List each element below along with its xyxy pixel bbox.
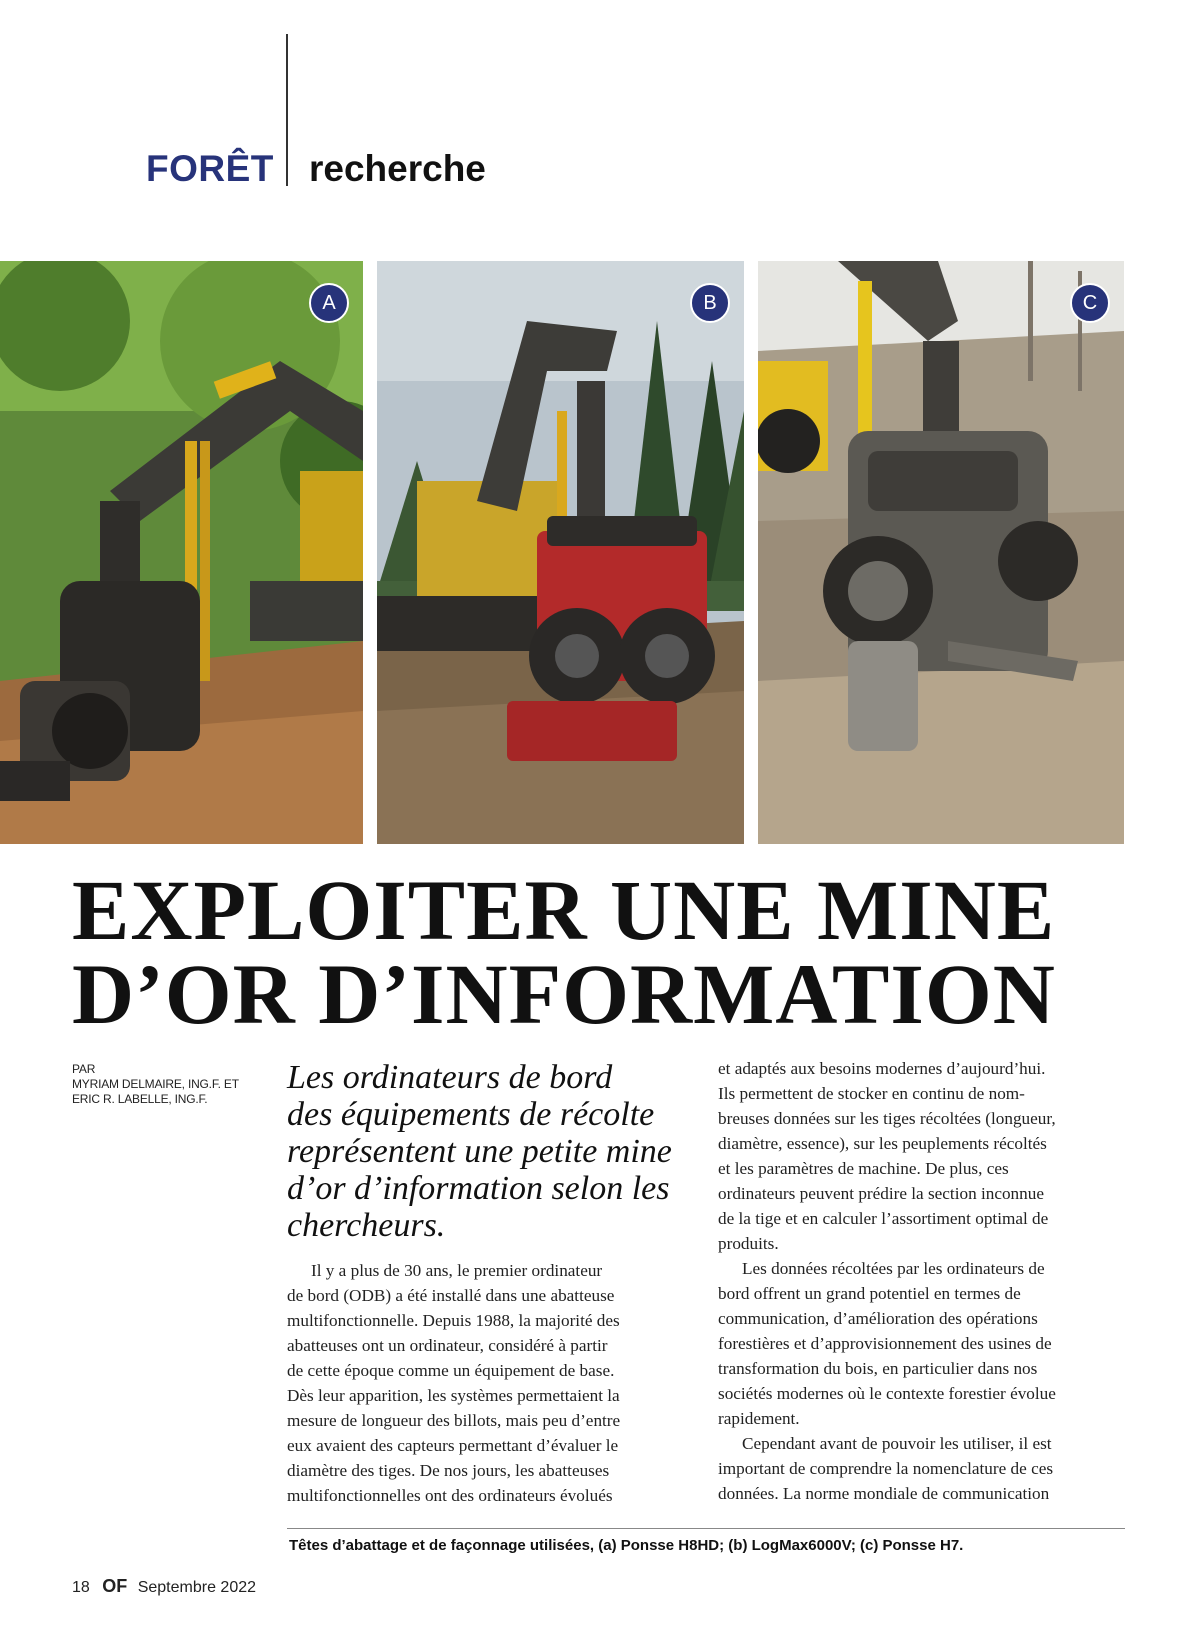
body-line: abatteuses ont un ordinateur, considéré à partir <box>287 1336 608 1355</box>
caption-divider <box>287 1528 1125 1529</box>
lead-line: Les ordinateurs de bord <box>287 1059 613 1096</box>
article-title-line: EXPLOITER UNE MINE <box>72 862 1056 958</box>
byline-line: PAR <box>72 1062 96 1076</box>
photo-label-badge: A <box>309 283 349 323</box>
article-title <box>72 862 1152 1042</box>
article-title-line: D’OR D’INFORMATION <box>72 946 1056 1042</box>
lead-line: chercheurs. <box>287 1207 446 1244</box>
body-line: Ils permettent de stocker en continu de nom- <box>718 1084 1025 1103</box>
lead-line: des équipements de récolte <box>287 1096 655 1133</box>
body-line: bord offrent un grand potentiel en termes de <box>718 1284 1021 1303</box>
body-column-2 <box>718 1056 1128 1506</box>
page-number: 18 <box>72 1579 90 1596</box>
body-line: de bord (ODB) a été installé dans une abatteuse <box>287 1286 615 1305</box>
body-line: Les données récoltées par les ordinateurs de <box>742 1259 1045 1278</box>
body-line: breuses données sur les tiges récoltées (longueur, <box>718 1109 1056 1128</box>
body-line: ordinateurs peuvent prédire la section inconnue <box>718 1184 1044 1203</box>
magazine-name: OF <box>102 1576 128 1596</box>
byline <box>72 1062 239 1107</box>
page-footer <box>72 1576 256 1597</box>
body-line: Dès leur apparition, les systèmes permettaient la <box>287 1386 620 1405</box>
body-column-1 <box>287 1258 697 1508</box>
photo-harvester-head-a <box>0 261 363 844</box>
body-line: mesure de longueur des billots, mais peu d’entre <box>287 1411 621 1430</box>
body-line: de la tige et en calculer l’assortiment optimal de <box>718 1209 1049 1228</box>
section-label: FORÊT <box>146 148 274 189</box>
photo-harvester-head-b <box>377 261 744 844</box>
body-line: Cependant avant de pouvoir les utiliser, il est <box>742 1434 1052 1453</box>
article-lead <box>287 1059 707 1244</box>
photo-caption: Têtes d’abattage et de façonnage utilisées, (a) Ponsse H8HD; (b) LogMax6000V; (c) Ponsse H7. <box>289 1537 964 1554</box>
body-line: sociétés modernes où le contexte forestier évolue <box>718 1384 1056 1403</box>
body-line: et les paramètres de machine. De plus, ces <box>718 1159 1009 1178</box>
body-line: Il y a plus de 30 ans, le premier ordinateur <box>311 1261 603 1280</box>
lead-line: représentent une petite mine <box>287 1133 672 1170</box>
body-line: transformation du bois, en particulier dans nos <box>718 1359 1038 1378</box>
body-line: diamètre, essence), sur les peuplements récoltés <box>718 1134 1047 1153</box>
body-line: multifonctionnelles ont des ordinateurs évolués <box>287 1486 613 1505</box>
body-line: communication, d’amélioration des opérations <box>718 1309 1038 1328</box>
body-line: rapidement. <box>718 1409 800 1428</box>
lead-line: d’or d’information selon les <box>287 1170 670 1207</box>
body-line: important de comprendre la nomenclature de ces <box>718 1459 1054 1478</box>
byline-line: MYRIAM DELMAIRE, ING.F. ET <box>72 1077 239 1091</box>
body-line: et adaptés aux besoins modernes d’aujourd’hui. <box>718 1059 1046 1078</box>
issue-date: Septembre 2022 <box>137 1579 257 1596</box>
body-line: eux avaient des capteurs permettant d’évaluer le <box>287 1436 619 1455</box>
body-line: de cette époque comme un équipement de base. <box>287 1361 615 1380</box>
body-line: données. La norme mondiale de communication <box>718 1484 1050 1503</box>
photo-label-badge: C <box>1070 283 1110 323</box>
subsection-label: recherche <box>309 148 486 189</box>
body-line: produits. <box>718 1234 779 1253</box>
body-line: forestières et d’approvisionnement des usines de <box>718 1334 1052 1353</box>
photo-harvester-head-c <box>758 261 1124 844</box>
photo-label-badge: B <box>690 283 730 323</box>
header-divider <box>286 34 288 186</box>
body-line: multifonctionnelle. Depuis 1988, la majorité des <box>287 1311 620 1330</box>
body-line: diamètre des tiges. De nos jours, les abatteuses <box>287 1461 610 1480</box>
byline-line: ERIC R. LABELLE, ING.F. <box>72 1092 208 1106</box>
